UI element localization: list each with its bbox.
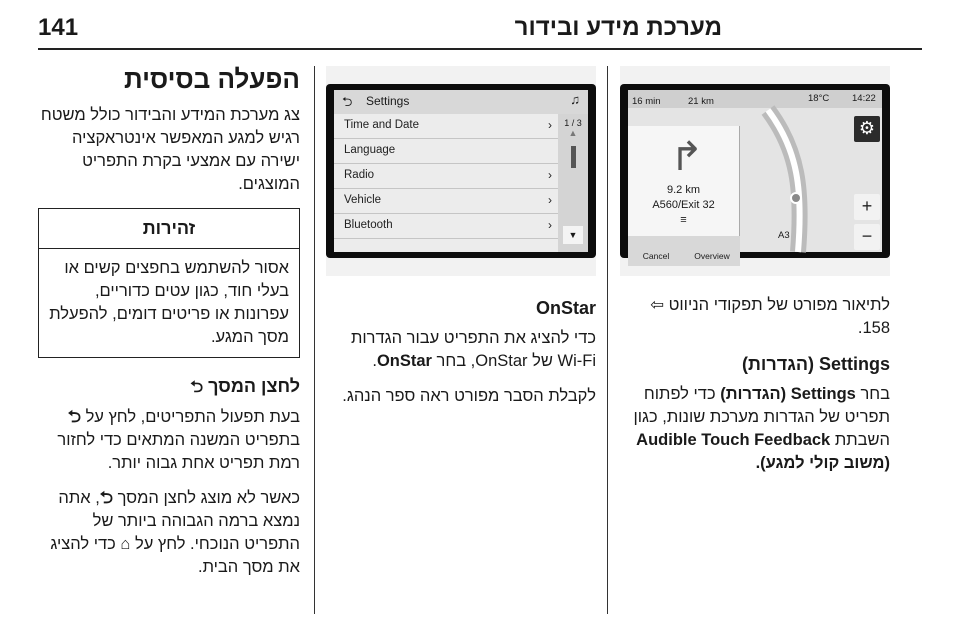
right-column	[38, 62, 300, 591]
settings-scrollbar[interactable]	[558, 114, 588, 252]
column-divider	[607, 66, 608, 614]
menu-icon: ≡	[680, 214, 687, 226]
back-arrow-icon: ⮌	[190, 379, 204, 396]
nav-arrow-icon: ⇦	[650, 296, 665, 314]
section-heading: הפעלה בסיסית	[124, 64, 300, 94]
turn-distance: 9.2 km	[666, 184, 700, 196]
map-view[interactable]	[628, 90, 882, 261]
subsection-heading: OnStar	[535, 298, 596, 318]
intro-paragraph: צג מערכת המידע והבידור כולל משטח רגיש למגע המאפשר אינטראקציה ישירה עם אמצעי בקרת התפריט המוצגים.	[40, 106, 300, 193]
page-title: מערכת מידע ובידור	[514, 14, 722, 41]
warning-box	[38, 208, 300, 358]
guidance-panel	[628, 96, 740, 266]
home-icon: ⌂	[120, 535, 131, 553]
list-item[interactable]: Bluetooth ›	[334, 214, 558, 239]
back-arrow-icon: ⮌	[99, 489, 113, 507]
middle-column	[326, 296, 596, 420]
list-item[interactable]: Radio ›	[334, 164, 558, 189]
scroll-down-icon[interactable]: ▼	[563, 226, 583, 244]
chevron-right-icon: ›	[548, 118, 552, 132]
music-icon: ♫	[570, 92, 580, 107]
paragraph: בחר Settings (הגדרות) כדי לפתוח תפריט של הגדרות מערכת שונות, כגון השבתת Audible Touch Feedback (משוב קולי למגע).	[633, 385, 890, 472]
page-header	[38, 6, 922, 46]
settings-title: Settings	[366, 94, 410, 108]
turn-arrow-icon: ↱	[670, 135, 704, 179]
paragraph: לקבלת הסבר מפורט ראה ספר הנהג.	[342, 387, 596, 405]
distance: 21 km	[688, 96, 714, 107]
chevron-right-icon: ›	[548, 168, 552, 182]
overview-button[interactable]: Overview	[684, 236, 740, 266]
paragraph: כאשר לא מוצג לחצן המסך ⮌, אתה נמצא ברמה הגבוהה ביותר של התפריט הנוכחי. לחץ על ⌂ כדי להציג את מסך הבית.	[50, 489, 300, 576]
zoom-out-button[interactable]: −	[854, 224, 880, 250]
list-item[interactable]: Time and Date ›	[334, 114, 558, 139]
navigation-screenshot	[620, 66, 890, 276]
exit-name: A560/Exit 32	[652, 199, 715, 211]
column-divider	[314, 66, 315, 614]
cancel-button[interactable]: Cancel	[628, 236, 684, 266]
subsection-heading: לחצן המסך ⮌	[190, 376, 300, 396]
warning-text: אסור להשתמש בחפצים קשים או בעלי חוד, כגון עטים כדוריים, עפרונות או פריטים דומים, להפעלת מסך המגע.	[49, 259, 289, 346]
back-arrow-icon[interactable]: ⮌	[342, 94, 353, 109]
eta: 16 min	[632, 96, 661, 107]
subsection-heading: Settings (הגדרות)	[742, 354, 890, 374]
settings-screenshot	[326, 66, 596, 276]
settings-screen	[326, 84, 596, 258]
navigation-screen	[620, 84, 890, 261]
left-column	[620, 294, 890, 487]
figure-caption: לתיאור מפורט של תפקודי הניווט ⇦ 158.	[650, 296, 890, 337]
road-label: A3	[778, 230, 790, 241]
scroll-up-icon[interactable]: ▲	[568, 128, 578, 138]
back-arrow-icon: ⮌	[67, 408, 81, 426]
page-number: 141	[38, 14, 79, 41]
settings-titlebar	[334, 90, 588, 114]
page-indicator: 1 / 3	[564, 118, 582, 128]
settings-list	[334, 114, 558, 252]
list-item[interactable]: Language	[334, 139, 558, 164]
paragraph: כדי להציג את התפריט עבור הגדרות Wi-Fi של OnStar, בחר OnStar.	[350, 329, 596, 370]
scroll-thumb[interactable]	[571, 146, 576, 168]
list-item[interactable]: Vehicle ›	[334, 189, 558, 214]
zoom-in-button[interactable]: +	[854, 194, 880, 220]
chevron-right-icon: ›	[548, 193, 552, 207]
gear-icon[interactable]: ⚙	[854, 116, 880, 142]
status-bar: 18°C 14:22	[628, 90, 882, 108]
warning-title: זהירות	[39, 209, 299, 249]
paragraph: בעת תפעול התפריטים, לחץ על ⮌ בתפריט המשנה המתאים כדי לחזור רמת תפריט אחת גבוה יותר.	[57, 408, 300, 472]
chevron-right-icon: ›	[548, 218, 552, 232]
header-rule	[38, 48, 922, 50]
